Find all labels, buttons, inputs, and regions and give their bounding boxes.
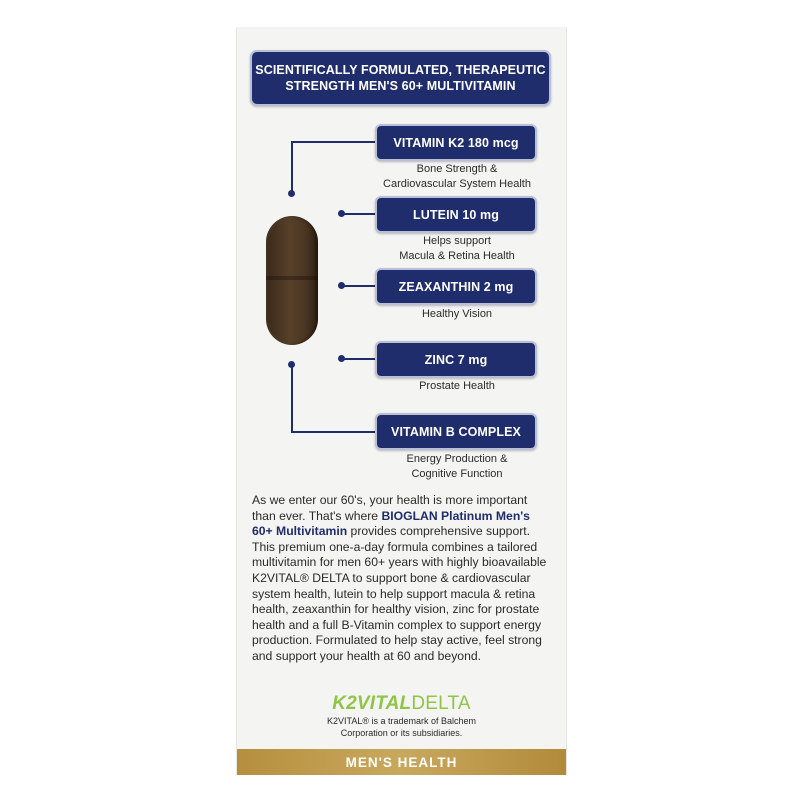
logo-k2vital: K2VITAL [332, 693, 412, 714]
ingredient-desc-zeaxanthin [375, 307, 539, 322]
connector-zinc-line [342, 358, 375, 360]
connector-bcomplex-vertical [291, 367, 293, 432]
ingredient-pill-vitamin-b-complex: VITAMIN B COMPLEX [375, 413, 537, 450]
headline-banner [250, 50, 551, 106]
ingredient-desc-line: Cardiovascular System Health [383, 178, 531, 190]
ingredient-desc-line: Macula & Retina Health [399, 250, 515, 262]
capsule-image [266, 216, 318, 345]
ingredient-desc-line: Cognitive Function [411, 468, 503, 480]
ingredient-desc-line: Helps support [423, 235, 491, 247]
connector-zeaxanthin-line [342, 285, 375, 287]
logo-delta: DELTA [411, 693, 471, 714]
ingredient-pill-vitamin-k2: VITAMIN K2 180 mcg [375, 124, 537, 161]
description-intro: As we enter our 60's, your health is more important than ever. That's where [252, 493, 528, 523]
headline-line-2: STRENGTH MEN'S 60+ MULTIVITAMIN [285, 79, 516, 93]
connector-bcomplex-horizontal [291, 431, 375, 433]
mens-health-band: MEN'S HEALTH [237, 749, 566, 775]
ingredient-pill-lutein: LUTEIN 10 mg [375, 196, 537, 233]
ingredient-desc-line: Healthy Vision [421, 308, 493, 320]
ingredient-pill-zeaxanthin: ZEAXANTHIN 2 mg [375, 268, 537, 305]
connector-lutein-line [342, 213, 375, 215]
connector-k2-dot [288, 190, 295, 197]
description-brand-name: BIOGLAN Platinum Men's 60+ Multivitamin [252, 508, 530, 539]
trademark-line-1: K2VITAL® is a trademark of Balchem [326, 716, 477, 726]
headline-line-1: SCIENTIFICALLY FORMULATED, THERAPEUTIC [255, 63, 546, 77]
ingredient-desc-line: Energy Production & [406, 453, 508, 465]
ingredient-pill-zinc: ZINC 7 mg [375, 341, 537, 378]
trademark-notice [237, 716, 566, 739]
trademark-line-2: Corporation or its subsidiaries. [340, 727, 463, 738]
product-description [252, 493, 553, 665]
description-details: provides comprehensive support. This premium one-a-day formula combines a tailored multivitamin for men 60+ years with highly bioavailable K2VITAL® DELTA to support bone & cardiovascular system health, lutein to help support macula & retina health, zeaxanthin for healthy vision, zinc for prostate health and a full B-Vitamin complex to support energy production. Formulated to help stay active, feel strong and support your health at 60 and beyond. [252, 524, 547, 663]
ingredient-desc-line: Bone Strength & [416, 163, 498, 175]
k2vital-delta-logo [237, 693, 566, 715]
product-panel [236, 27, 567, 775]
ingredient-desc-line: Prostate Health [419, 380, 495, 392]
ingredient-desc-zinc [375, 379, 539, 394]
ingredient-desc-lutein [375, 234, 539, 264]
ingredient-desc-vitamin-b-complex [375, 452, 539, 482]
connector-k2-horizontal [291, 141, 375, 143]
ingredient-desc-vitamin-k2 [375, 162, 539, 192]
capsule-seam [266, 276, 318, 280]
connector-k2-vertical [291, 141, 293, 193]
